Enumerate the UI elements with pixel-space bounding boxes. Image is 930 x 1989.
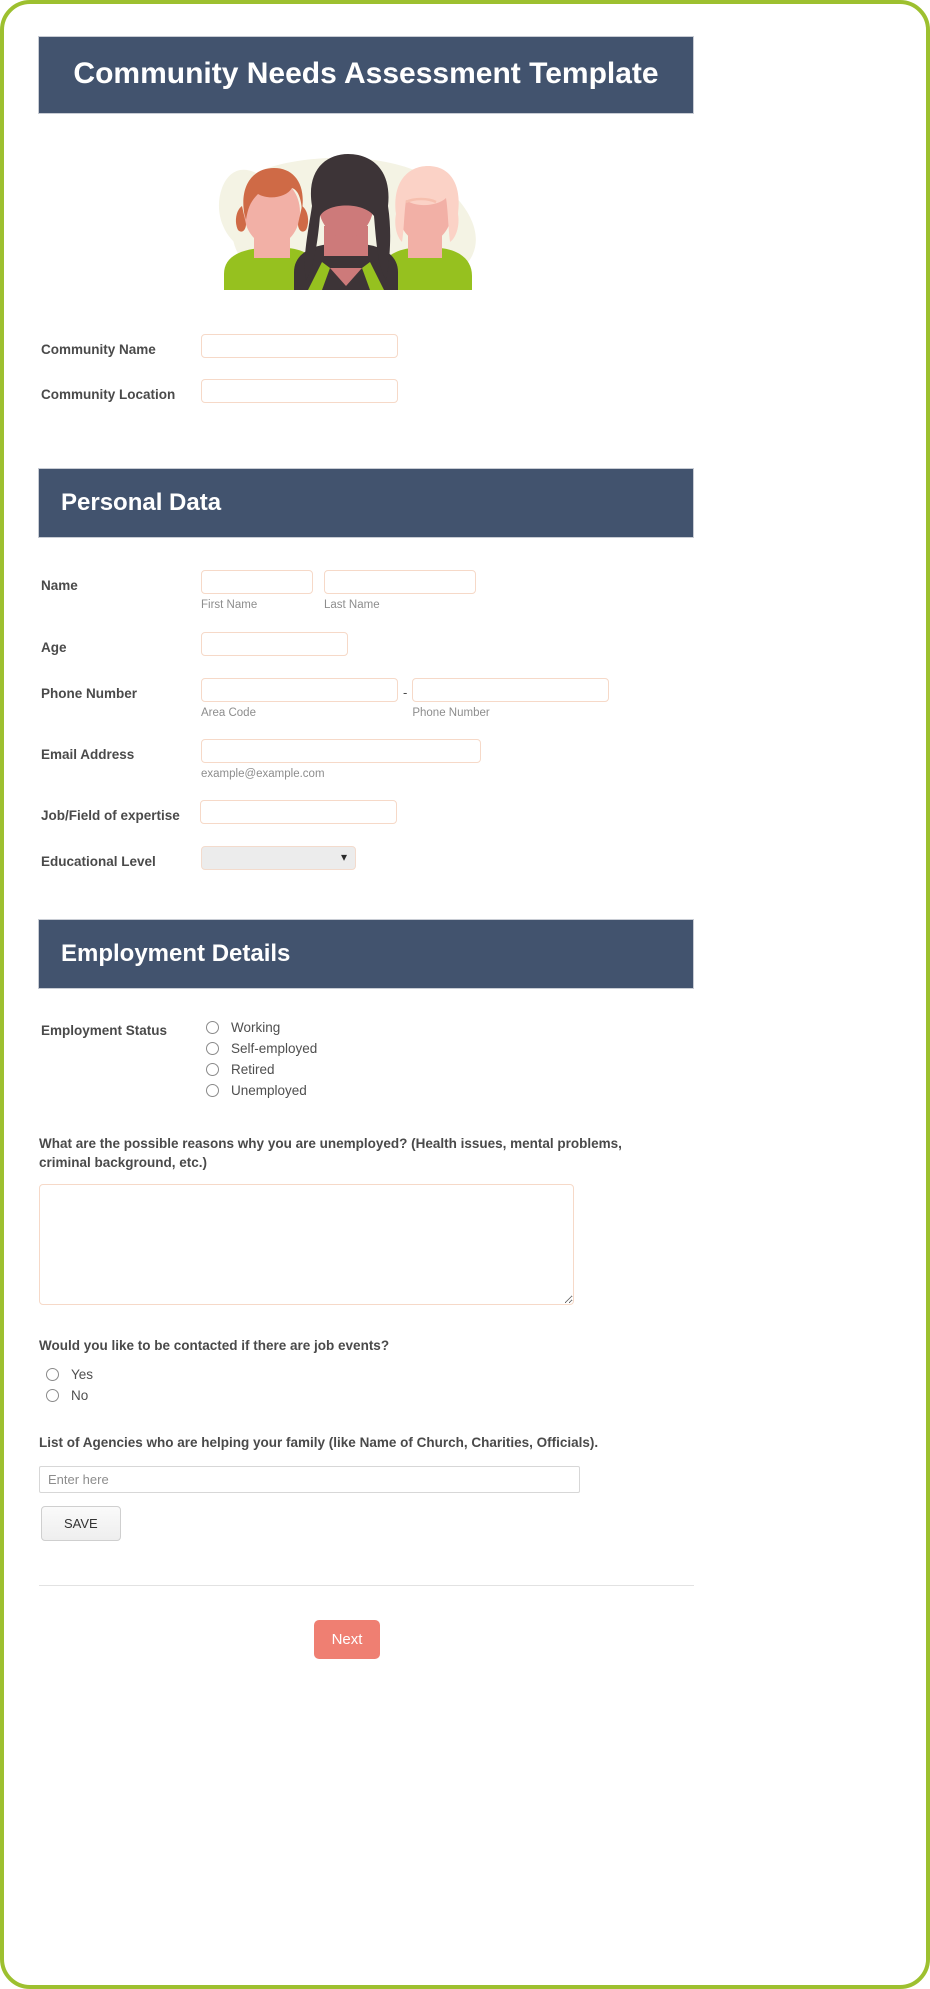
education-select[interactable]: [201, 846, 356, 870]
agencies-input-group: [39, 1466, 930, 1493]
radio-option-unemployed[interactable]: [206, 1083, 317, 1098]
employment-status-row: [41, 1020, 930, 1104]
radio-icon[interactable]: [206, 1021, 219, 1034]
name-label: Name: [41, 578, 78, 594]
three-people-illustration: [202, 140, 492, 290]
personal-data-section-title: Personal Data: [61, 489, 222, 517]
radio-label: Yes: [71, 1367, 94, 1383]
age-row: [41, 632, 930, 657]
first-name-group: [201, 570, 313, 611]
form-title-bar: [38, 36, 694, 114]
page-title: Community Needs Assessment Template: [73, 57, 659, 90]
employment-status-label: Employment Status: [41, 1022, 168, 1038]
personal-data-section-header: [38, 468, 694, 538]
employment-section-header: [38, 919, 694, 989]
radio-label: Unemployed: [231, 1082, 307, 1098]
email-row: [41, 739, 930, 780]
chevron-down-icon: ▾: [340, 850, 347, 865]
job-label: Job/Field of expertise: [41, 807, 180, 823]
community-location-label: Community Location: [41, 386, 176, 402]
email-sublabel: example@example.com: [201, 767, 325, 780]
phone-row: [41, 678, 930, 719]
radio-option-working[interactable]: [206, 1020, 317, 1035]
next-button[interactable]: Next: [314, 1620, 380, 1659]
area-code-group: [201, 678, 398, 719]
education-label: Educational Level: [41, 854, 156, 870]
agencies-input[interactable]: [39, 1466, 580, 1493]
next-button-wrapper: [0, 1620, 694, 1659]
education-select-wrapper[interactable]: [201, 846, 356, 870]
illustration-container: [0, 140, 694, 290]
community-name-label: Community Name: [41, 342, 156, 357]
contact-question: Would you like to be contacted if there are job events?: [39, 1337, 390, 1353]
radio-label: Working: [231, 1019, 281, 1035]
radio-option-retired[interactable]: [206, 1062, 317, 1077]
community-name-input[interactable]: [201, 334, 398, 358]
radio-icon[interactable]: [206, 1042, 219, 1055]
email-label: Email Address: [41, 746, 135, 762]
phone-number-sublabel: Phone Number: [412, 706, 490, 719]
contact-radio-group: [46, 1367, 930, 1403]
last-name-sublabel: Last Name: [324, 599, 380, 612]
radio-icon[interactable]: [206, 1084, 219, 1097]
age-label: Age: [41, 640, 67, 656]
unemployment-reasons-question: What are the possible reasons why you are unemployed? (Health issues, mental problems, criminal background, etc.): [39, 1135, 622, 1171]
radio-icon[interactable]: [206, 1063, 219, 1076]
last-name-input[interactable]: [324, 570, 476, 594]
unemployment-reasons-group: [39, 1184, 930, 1310]
area-code-input[interactable]: [201, 678, 398, 702]
phone-number-group: [412, 678, 609, 719]
first-name-input[interactable]: [201, 570, 313, 594]
agencies-question: List of Agencies who are helping your family (like Name of Church, Charities, Officials).: [39, 1435, 599, 1451]
job-row: [41, 800, 930, 825]
email-input[interactable]: [201, 739, 481, 763]
save-button[interactable]: SAVE: [41, 1506, 121, 1541]
radio-option-yes[interactable]: [46, 1367, 930, 1382]
community-name-row: [41, 334, 930, 359]
job-input[interactable]: [200, 800, 397, 824]
employment-section-title: Employment Details: [61, 939, 291, 967]
area-code-sublabel: Area Code: [201, 706, 256, 719]
radio-label: Retired: [231, 1061, 275, 1077]
email-group: [201, 739, 481, 780]
radio-option-self-employed[interactable]: [206, 1041, 317, 1056]
save-button-wrapper: [41, 1506, 930, 1541]
community-location-row: [41, 379, 930, 404]
form-content: [0, 36, 930, 1659]
radio-label: No: [71, 1388, 89, 1404]
phone-label: Phone Number: [41, 685, 138, 701]
footer-divider: [39, 1585, 694, 1586]
phone-separator: -: [403, 684, 408, 700]
education-row: [41, 846, 930, 871]
age-input[interactable]: [201, 632, 348, 656]
community-location-input[interactable]: [201, 379, 398, 403]
phone-number-input[interactable]: [412, 678, 609, 702]
radio-option-no[interactable]: [46, 1388, 930, 1403]
radio-icon[interactable]: [46, 1368, 59, 1381]
last-name-group: [324, 570, 476, 611]
name-row: [41, 570, 930, 611]
radio-icon[interactable]: [46, 1389, 59, 1402]
unemployment-reasons-textarea[interactable]: [39, 1184, 574, 1305]
employment-status-radio-group: [206, 1020, 317, 1104]
radio-label: Self-employed: [231, 1040, 318, 1056]
first-name-sublabel: First Name: [201, 599, 258, 612]
